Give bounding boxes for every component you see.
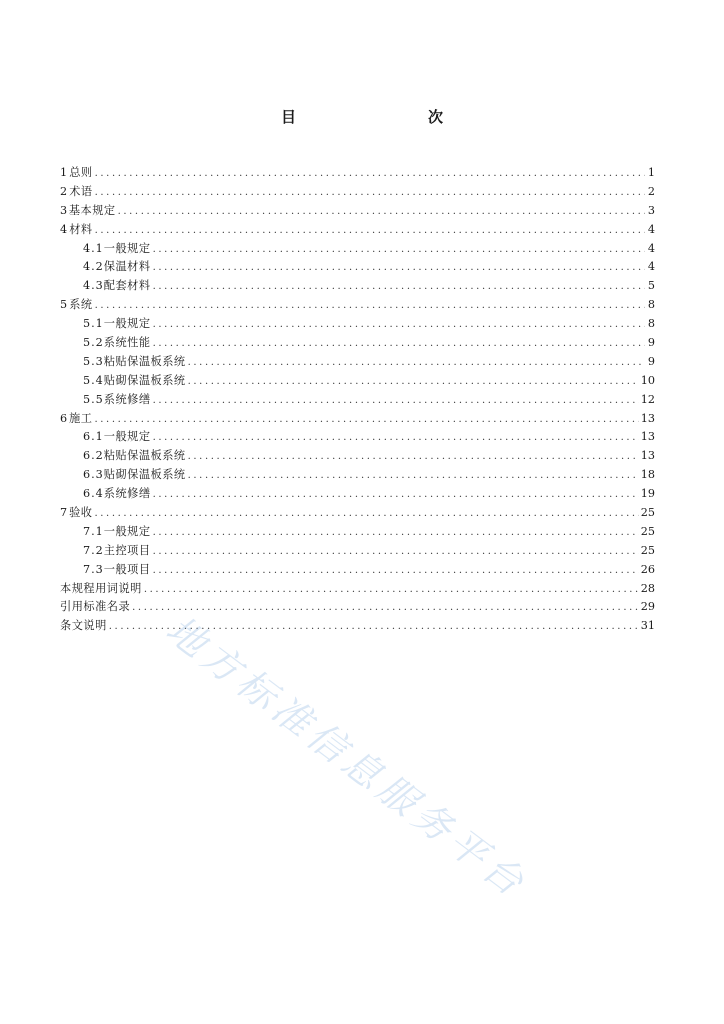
toc-entry[interactable] [60,277,655,296]
toc-entry[interactable] [60,617,655,636]
toc-entry-number: 4 [60,222,68,236]
toc-entry-label: 一般规定 [103,317,151,331]
table-of-contents [60,164,655,636]
toc-entry-page-number: 13 [640,430,655,444]
toc-entry-number: 6.2 [83,449,104,463]
toc-entry-label: 验收 [69,506,93,520]
toc-leader-dots [153,392,639,411]
toc-entry-label: 本规程用词说明 [60,581,142,595]
watermark: 地方标准信息服务平台 [158,607,536,908]
toc-entry[interactable] [60,580,655,599]
toc-entry-label: 引用标准名录 [60,600,131,614]
toc-entry-label: 系统性能 [103,336,151,350]
toc-entry-number: 4.2 [83,260,104,274]
toc-entry-label: 系统 [69,298,93,312]
toc-entry-number: 3 [60,203,68,217]
toc-entry-page-number: 18 [640,468,655,482]
toc-entry[interactable] [60,372,655,391]
toc-leader-dots [95,184,645,203]
toc-entry[interactable] [60,523,655,542]
toc-entry-page-number: 25 [640,543,655,557]
toc-leader-dots [188,354,645,373]
toc-entry-number: 5.1 [83,317,104,331]
toc-entry-number: 5.2 [83,336,104,350]
toc-entry-page-number: 13 [640,449,655,463]
toc-entry-label: 贴砌保温板系统 [103,468,186,482]
toc-entry-page-number: 31 [640,619,655,633]
toc-leader-dots [153,259,645,278]
toc-entry-page-number: 9 [647,336,655,350]
toc-entry-label: 条文说明 [60,619,107,633]
toc-entry-number: 4.1 [83,241,104,255]
toc-leader-dots [153,335,645,354]
toc-entry-label: 基本规定 [68,203,116,217]
toc-entry-number: 1 [60,166,68,179]
toc-entry-number: 7.2 [83,543,104,557]
toc-entry-number: 5.4 [83,373,104,387]
toc-entry-number: 4.3 [83,279,104,293]
toc-entry-label: 一般规定 [103,524,151,538]
toc-entry-label: 粘贴保温板系统 [103,449,186,463]
toc-entry[interactable] [60,183,655,202]
toc-leader-dots [95,411,639,430]
toc-entry[interactable] [60,315,655,334]
toc-leader-dots [95,165,645,184]
toc-entry-label: 保温材料 [103,260,151,274]
toc-entry-label: 主控项目 [103,543,151,557]
toc-entry[interactable] [60,202,655,221]
toc-entry-page-number: 13 [640,411,655,425]
toc-entry-label: 一般项目 [103,562,151,576]
toc-entry-label: 总则 [69,166,93,179]
toc-entry[interactable] [60,447,655,466]
toc-entry-label: 系统修缮 [103,392,151,406]
toc-entry[interactable] [60,164,655,183]
toc-entry[interactable] [60,391,655,410]
toc-entry[interactable] [60,428,655,447]
toc-entry-page-number: 3 [647,203,655,217]
toc-entry-label: 粘贴保温板系统 [103,354,186,368]
toc-entry[interactable] [60,353,655,372]
toc-entry-number: 5 [60,298,68,312]
toc-leader-dots [95,297,645,316]
toc-leader-dots [153,316,645,335]
toc-entry-number: 6.1 [83,430,104,444]
toc-leader-dots [188,373,639,392]
toc-entry[interactable] [60,296,655,315]
toc-leader-dots [153,278,645,297]
toc-entry-number: 5.5 [83,392,104,406]
toc-entry-page-number: 10 [640,373,655,387]
toc-entry[interactable] [60,221,655,240]
toc-entry[interactable] [60,240,655,259]
toc-leader-dots [144,581,639,600]
toc-entry[interactable] [60,598,655,617]
toc-leader-dots [153,524,639,543]
toc-entry-label: 施工 [69,411,93,425]
toc-leader-dots [95,505,639,524]
toc-entry-number: 7 [60,506,68,520]
toc-entry[interactable] [60,334,655,353]
toc-entry-page-number: 8 [647,317,655,331]
toc-entry[interactable] [60,466,655,485]
toc-leader-dots [118,203,645,222]
toc-entry-number: 6.4 [83,487,104,501]
toc-entry[interactable] [60,410,655,429]
toc-entry-label: 贴砌保温板系统 [103,373,186,387]
toc-leader-dots [188,448,639,467]
toc-entry-page-number: 4 [647,241,655,255]
toc-leader-dots [153,429,639,448]
toc-entry-label: 一般规定 [103,241,151,255]
toc-entry[interactable] [60,485,655,504]
toc-entry-page-number: 26 [640,562,655,576]
toc-leader-dots [153,543,639,562]
toc-entry-label: 系统修缮 [103,487,151,501]
toc-entry-page-number: 1 [647,166,655,179]
toc-entry-label: 材料 [69,222,93,236]
toc-entry-page-number: 29 [640,600,655,614]
toc-entry-number: 7.1 [83,524,104,538]
toc-entry-page-number: 25 [640,506,655,520]
toc-entry-page-number: 19 [640,487,655,501]
toc-entry-number: 5.3 [83,354,104,368]
toc-entry[interactable] [60,258,655,277]
toc-entry-page-number: 9 [647,354,655,368]
toc-entry-page-number: 28 [640,581,655,595]
toc-entry-page-number: 8 [647,298,655,312]
toc-leader-dots [153,486,639,505]
toc-entry-number: 2 [60,184,68,198]
toc-leader-dots [188,467,639,486]
toc-entry-label: 一般规定 [103,430,151,444]
toc-entry-page-number: 5 [647,279,655,293]
toc-entry-page-number: 25 [640,524,655,538]
toc-leader-dots [95,222,645,241]
toc-entry-number: 7.3 [83,562,104,576]
toc-entry[interactable] [60,542,655,561]
toc-entry-label: 配套材料 [103,279,151,293]
toc-entry-page-number: 4 [647,222,655,236]
toc-entry-page-number: 4 [647,260,655,274]
toc-entry-number: 6 [60,411,68,425]
toc-entry-page-number: 2 [647,184,655,198]
toc-entry[interactable] [60,504,655,523]
toc-leader-dots [153,241,645,260]
toc-entry[interactable] [60,561,655,580]
toc-entry-label: 术语 [69,184,93,198]
toc-title: 目 次 [280,108,477,126]
toc-entry-page-number: 12 [640,392,655,406]
toc-leader-dots [153,562,639,581]
toc-entry-number: 6.3 [83,468,104,482]
